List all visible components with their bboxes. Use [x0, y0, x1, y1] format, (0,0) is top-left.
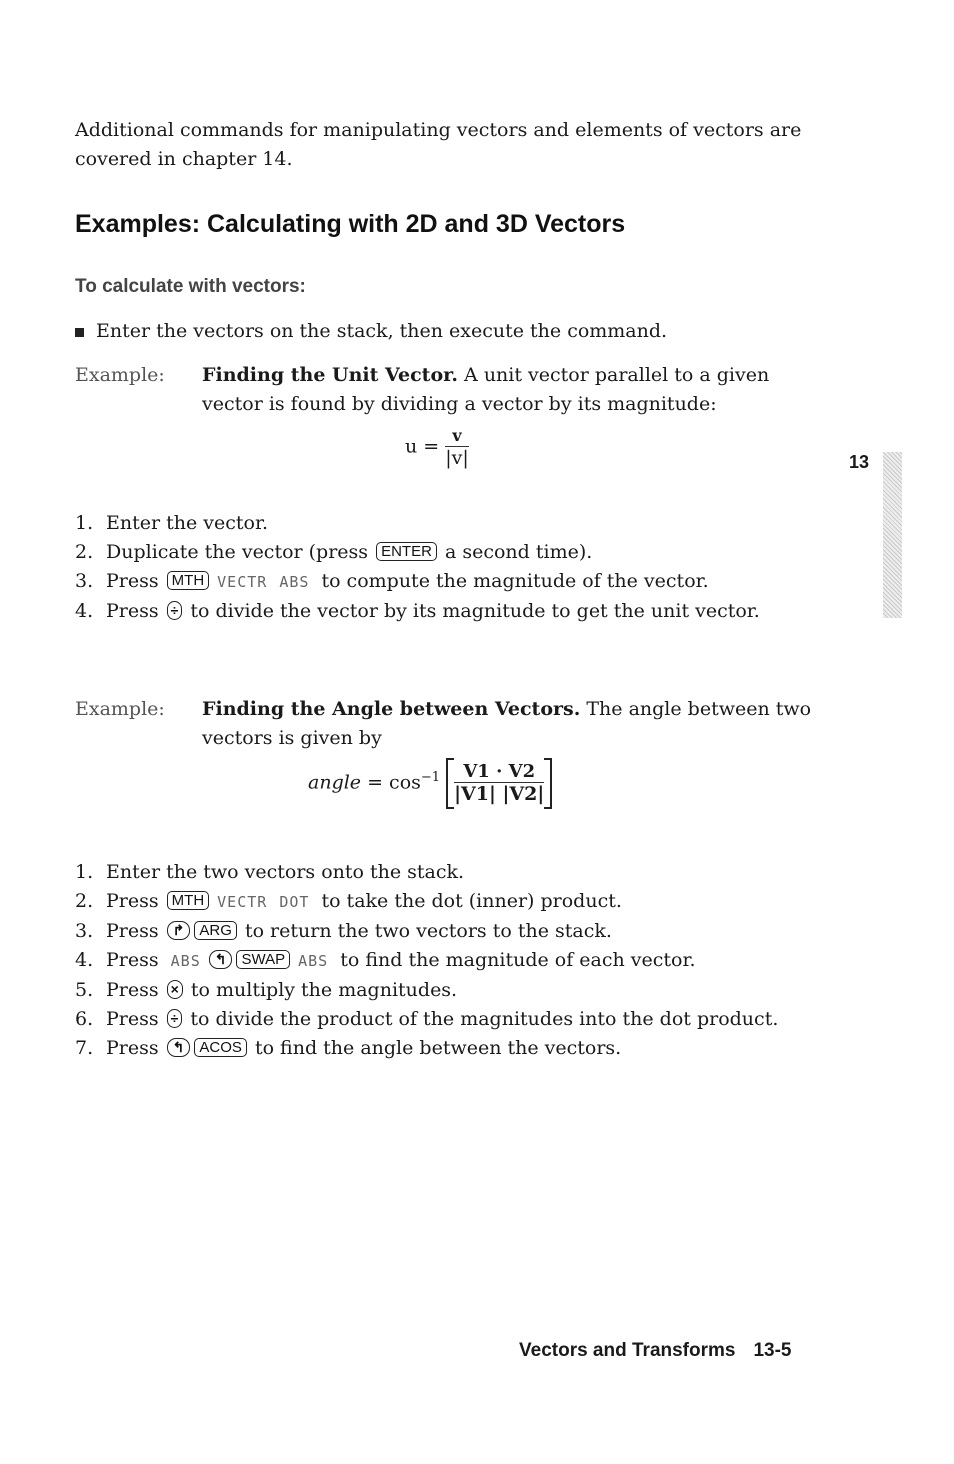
formula-cos: = cos	[361, 771, 421, 794]
step-number: 7.	[75, 1037, 94, 1059]
subsection-title: To calculate with vectors:	[75, 276, 306, 297]
step-item	[75, 858, 795, 887]
formula-bracket	[446, 762, 552, 805]
chapter-tab-number: 13	[849, 452, 870, 472]
step-number: 6.	[75, 1008, 94, 1030]
calculator-key: ÷	[167, 601, 183, 620]
step-text-post: to compute the magnitude of the vector.	[315, 570, 709, 592]
step-number: 5.	[75, 979, 94, 1001]
step-number: 2.	[75, 541, 94, 563]
step-text-pre: Press	[106, 949, 165, 971]
shift-key-icon: ↰	[167, 1038, 191, 1057]
step-text	[106, 597, 795, 626]
step-number: 2.	[75, 890, 94, 912]
step-number: 3.	[75, 570, 94, 592]
step-text-post: to take the dot (inner) product.	[315, 890, 622, 912]
chapter-thumb-tab	[883, 452, 902, 618]
example1-title: Finding the Unit Vector.	[202, 364, 459, 386]
formula-numerator: v	[452, 426, 462, 445]
step-text-pre: Press	[106, 890, 165, 912]
step-item	[75, 538, 795, 567]
step-text-pre: Duplicate the vector (press	[106, 541, 375, 563]
step-text-post: to divide the vector by its magnitude to get the unit vector.	[184, 600, 760, 622]
calculator-key: ARG	[194, 921, 237, 940]
example2-label: Example:	[75, 698, 165, 720]
step-text	[106, 538, 795, 567]
step-text-pre: Press	[106, 920, 165, 942]
step-number: 1.	[75, 861, 94, 883]
example2-description	[202, 695, 812, 753]
step-text	[106, 858, 795, 887]
step-text	[106, 567, 795, 597]
menu-key-label: ABS	[298, 952, 329, 970]
example1-description	[202, 361, 812, 419]
formula-denominator: |v|	[445, 447, 469, 469]
example1-steps	[75, 509, 795, 626]
step-text-pre: Press	[106, 1037, 165, 1059]
angle-fraction	[454, 762, 544, 805]
shift-key-icon: ↱	[167, 921, 191, 940]
step-text	[106, 946, 795, 976]
step-number: 4.	[75, 600, 94, 622]
example2-text: The angle between two vectors is given by	[202, 698, 812, 749]
step-text	[106, 509, 795, 538]
calculator-key: SWAP	[236, 950, 290, 969]
step-text-pre: Press	[106, 600, 165, 622]
step-item	[75, 1005, 795, 1034]
example1-label: Example:	[75, 364, 165, 386]
menu-key-label: ABS	[279, 573, 310, 591]
calculator-key: MTH	[167, 571, 210, 590]
angle-numerator: V1 · V2	[463, 761, 536, 782]
angle-formula	[308, 762, 608, 805]
step-text-post: to return the two vectors to the stack.	[238, 920, 612, 942]
calculator-key: ×	[167, 980, 183, 999]
step-item	[75, 1034, 795, 1063]
step-item	[75, 567, 795, 597]
footer-page-number: 13-5	[753, 1340, 792, 1361]
step-text-post: to multiply the magnitudes.	[184, 979, 458, 1001]
step-item	[75, 976, 795, 1005]
bullet-square-icon	[75, 328, 84, 337]
menu-key-label: VECTR	[217, 573, 268, 591]
step-item	[75, 509, 795, 538]
formula-fraction	[445, 426, 469, 469]
menu-key-label: VECTR	[217, 893, 268, 911]
step-text-pre: Enter the two vectors onto the stack.	[106, 861, 465, 883]
page-footer	[519, 1340, 792, 1362]
footer-title: Vectors and Transforms	[519, 1340, 736, 1361]
step-text	[106, 1034, 795, 1063]
calculator-key: MTH	[167, 891, 210, 910]
step-text-pre: Press	[106, 979, 165, 1001]
step-text	[106, 887, 795, 917]
formula-exponent: −1	[420, 770, 441, 786]
formula-lhs: u =	[405, 435, 440, 458]
step-item	[75, 597, 795, 626]
step-text	[106, 1005, 795, 1034]
step-text	[106, 917, 795, 946]
step-text	[106, 976, 795, 1005]
example2-title: Finding the Angle between Vectors.	[202, 698, 581, 720]
shift-key-icon: ↰	[209, 950, 233, 969]
angle-denominator: |V1| |V2|	[454, 783, 545, 805]
step-text-post: to find the magnitude of each vector.	[334, 949, 696, 971]
calculator-key: ENTER	[376, 542, 437, 561]
step-text-post: to divide the product of the magnitudes into the dot product.	[184, 1008, 779, 1030]
menu-key-label: ABS	[170, 952, 201, 970]
bullet-item	[75, 317, 835, 346]
step-number: 1.	[75, 512, 94, 534]
section-title: Examples: Calculating with 2D and 3D Vectors	[75, 210, 626, 238]
step-text-pre: Press	[106, 1008, 165, 1030]
step-number: 4.	[75, 949, 94, 971]
step-item	[75, 946, 795, 976]
bullet-text: Enter the vectors on the stack, then execute the command.	[96, 320, 668, 342]
step-text-post: a second time).	[438, 541, 593, 563]
calculator-key: ÷	[167, 1009, 183, 1028]
calculator-key: ACOS	[194, 1038, 247, 1057]
example1-text: A unit vector parallel to a given vector is found by dividing a vector by its magnitude:	[202, 364, 770, 415]
step-number: 3.	[75, 920, 94, 942]
step-text-pre: Press	[106, 570, 165, 592]
intro-paragraph: Additional commands for manipulating vectors and elements of vectors are covered in chapter 14.	[75, 119, 802, 170]
step-item	[75, 917, 795, 946]
unit-vector-formula	[405, 426, 495, 469]
example2-steps	[75, 858, 795, 1063]
menu-key-label: DOT	[279, 893, 310, 911]
step-item	[75, 887, 795, 917]
step-text-pre: Enter the vector.	[106, 512, 268, 534]
step-text-post: to find the angle between the vectors.	[248, 1037, 622, 1059]
formula-angle-word: angle	[308, 771, 362, 794]
